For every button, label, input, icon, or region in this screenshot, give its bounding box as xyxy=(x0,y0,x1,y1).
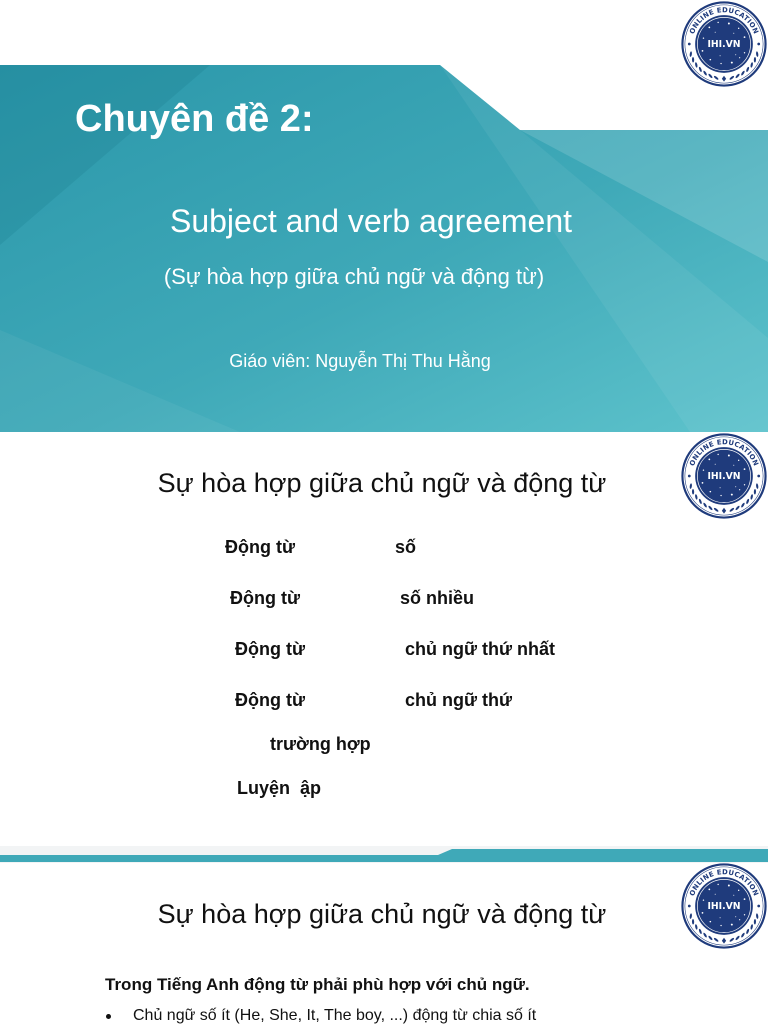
slide-top-band xyxy=(0,846,768,863)
slide-2 xyxy=(0,432,768,846)
logo-center-text: IHI.VN xyxy=(707,471,741,483)
slide-intro-text: Trong Tiếng Anh động từ phải phù hợp với chủ ngữ. xyxy=(105,975,530,994)
outline-item-value: số xyxy=(395,537,417,557)
logo-ring-text: ONLINE EDUCATION xyxy=(688,438,760,468)
outline-note: Luyện ập xyxy=(237,778,322,798)
logo-center-text: IHI.VN xyxy=(707,901,741,913)
outline-item-label: Động từ xyxy=(225,537,296,557)
slide-title: Chuyên đề 2: xyxy=(75,98,314,140)
slide-title: Sự hòa hợp giữa chủ ngữ và động từ xyxy=(157,468,607,498)
outline-item-label: Động từ xyxy=(235,639,306,659)
slide-1 xyxy=(0,0,768,432)
teacher-name: Giáo viên: Nguyễn Thị Thu Hằng xyxy=(229,351,491,371)
bullet-item: Chủ ngữ số ít (He, She, It, The boy, ...) động từ chia số ít xyxy=(133,1007,537,1024)
outline-item-value: chủ ngữ thứ xyxy=(405,690,513,710)
ihi-logo xyxy=(680,432,768,520)
slide-subtitle: Subject and verb agreement xyxy=(169,203,573,239)
slide-title: Sự hòa hợp giữa chủ ngữ và động từ xyxy=(157,899,607,929)
logo-ring-text: ONLINE EDUCATION xyxy=(688,6,760,36)
logo-ring-text: ONLINE EDUCATION xyxy=(688,868,760,898)
slide-subtitle-vietnamese: (Sự hòa hợp giữa chủ ngữ và động từ) xyxy=(163,264,545,289)
outline-item-value: số nhiều xyxy=(400,588,475,608)
bullet-marker xyxy=(106,1014,111,1019)
ihi-logo xyxy=(680,862,768,950)
outline-item-label: Động từ xyxy=(230,588,301,608)
outline-item-value: chủ ngữ thứ nhất xyxy=(405,639,556,659)
outline-item-label: Động từ xyxy=(235,690,306,710)
logo-center-text: IHI.VN xyxy=(707,39,741,51)
outline-note: trường hợp xyxy=(270,734,371,754)
slide-3 xyxy=(0,846,768,1024)
ihi-logo xyxy=(680,0,768,88)
